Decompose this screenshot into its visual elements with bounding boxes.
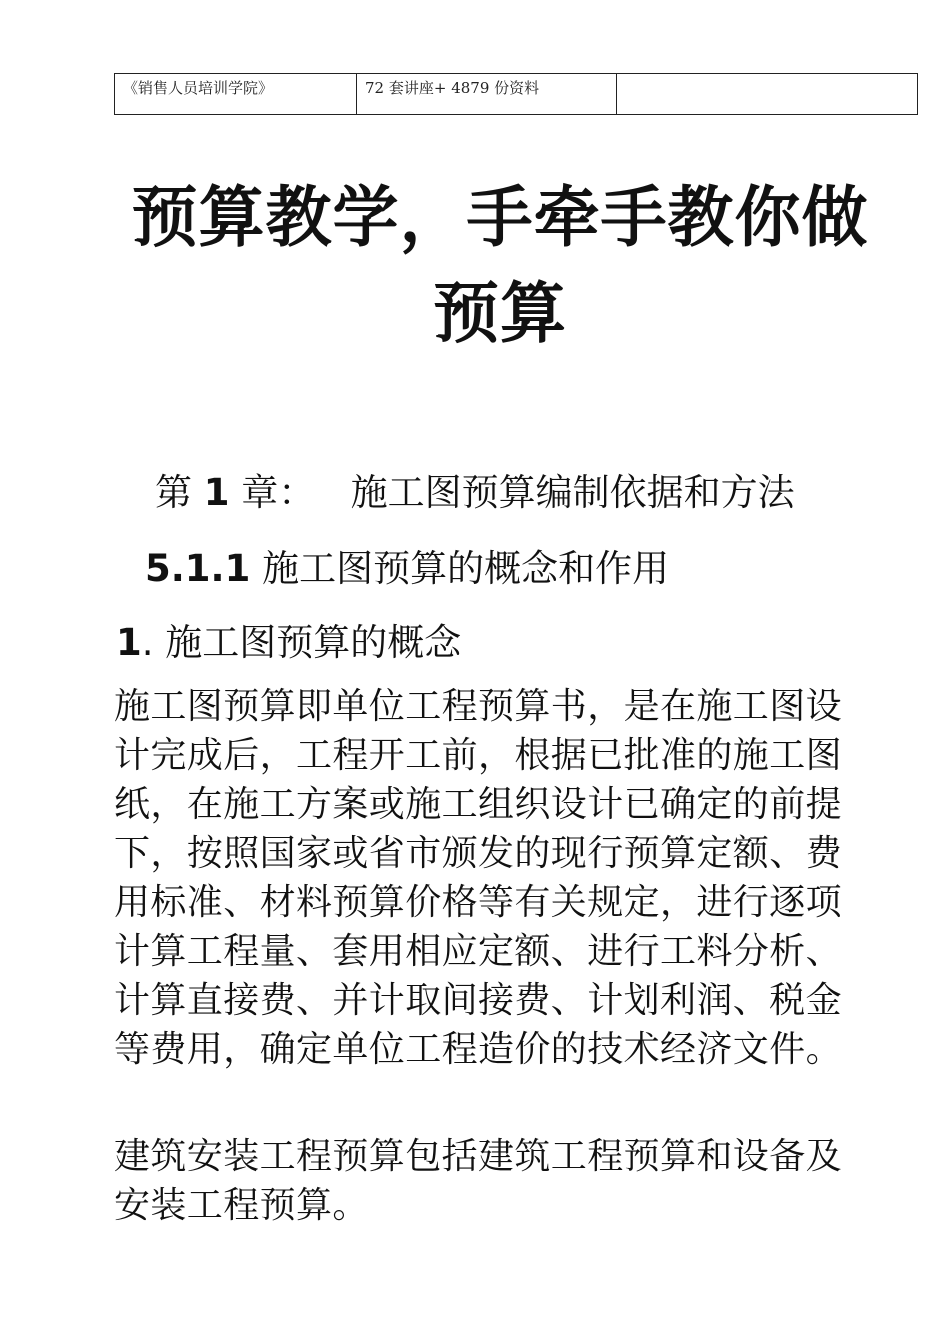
document-title: 预算教学，手牵手教你做预算 <box>131 179 869 352</box>
body-paragraph-definition: 施工图预算即单位工程预算书，是在施工图设计完成后，工程开工前，根据已批准的施工图纸，在施工方案或施工组织设计已确定的前提下，按照国家或省市颁发的现行预算定额、费用标准、材料预算价格等有关规定，进行逐项计算工程量、套用相应定额、进行工料分析、计算直接费、并计取间接费、计划利润、税金等费用，确定单位工程造价的技术经济文件。 <box>114 686 843 1070</box>
chapter-suffix: 章： <box>241 471 316 514</box>
header-row <box>115 74 918 115</box>
section-number: 5.1.1 <box>145 547 251 590</box>
subsection-heading <box>116 618 461 668</box>
header-cell-institute: 《销售人员培训学院》 <box>115 74 357 115</box>
chapter-heading <box>155 468 795 518</box>
subsection-separator: . <box>141 621 154 664</box>
section-title: 施工图预算的概念和作用 <box>262 547 670 590</box>
header-cell-empty <box>617 74 918 115</box>
section-heading <box>145 544 669 594</box>
chapter-title: 施工图预算编制依据和方法 <box>350 471 795 514</box>
chapter-number: 1 <box>203 471 230 514</box>
body-paragraph-scope: 建筑安装工程预算包括建筑工程预算和设备及安装工程预算。 <box>114 1136 843 1226</box>
subsection-number: 1 <box>116 621 142 664</box>
header-table <box>114 73 918 115</box>
subsection-title: 施工图预算的概念 <box>165 621 462 664</box>
header-cell-materials: 72 套讲座+ 4879 份资料 <box>357 74 617 115</box>
chapter-prefix: 第 <box>155 471 192 514</box>
